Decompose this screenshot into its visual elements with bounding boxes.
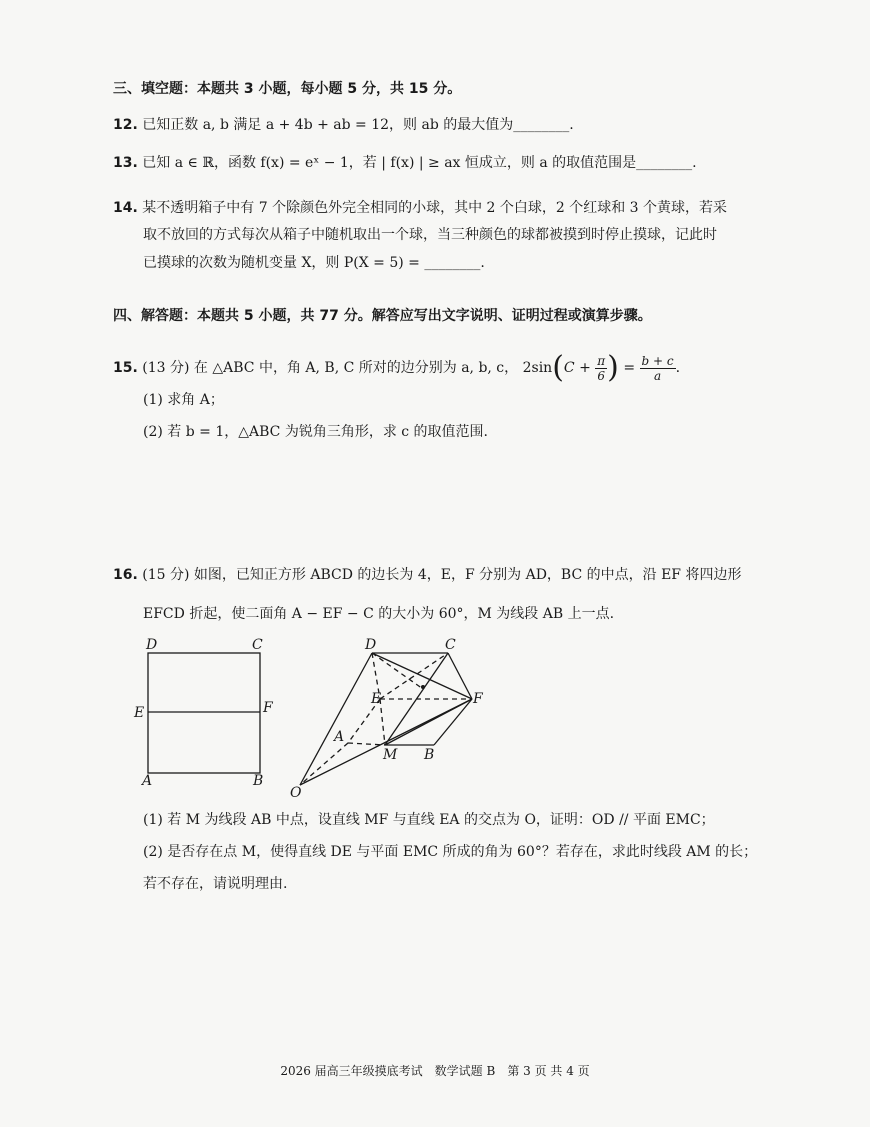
label-b: B <box>253 773 264 789</box>
question-12 <box>113 115 574 135</box>
question-15-part-1: (1) 求角 A； <box>143 392 224 408</box>
question-12-text: 已知正数 a, b 满足 a + 4b + ab = 12，则 ab 的最大值为________. <box>142 117 574 133</box>
edge-fb <box>434 699 472 745</box>
dashed-ec <box>380 653 448 699</box>
question-15-number: 15. <box>113 360 138 376</box>
square-outline <box>148 653 260 773</box>
edge-mf <box>385 699 472 745</box>
dashed-am <box>348 743 385 745</box>
question-16-number: 16. <box>113 567 138 583</box>
label-o: O <box>290 785 302 800</box>
question-15-part-2: (2) 若 b = 1，△ABC 为锐角三角形，求 c 的取值范围. <box>143 424 489 440</box>
formula-paren-right: ) <box>607 350 619 385</box>
label-f: F <box>263 700 273 716</box>
question-16-text-1: (15 分) 如图，已知正方形 ABCD 的边长为 4，E，F 分别为 AD，BC 的中点，沿 EF 将四边形 <box>142 567 742 583</box>
question-15 <box>113 348 680 388</box>
formula-paren-left: ( <box>552 350 564 385</box>
question-13-number: 13. <box>113 155 138 171</box>
formula-c-plus: C + <box>563 360 591 376</box>
question-12-number: 12. <box>113 117 138 133</box>
question-15-intro: (13 分) 在 △ABC 中，角 A, B, C 所对的边分别为 a, b, c， <box>142 360 519 376</box>
question-13 <box>113 153 697 173</box>
label-e: E <box>134 705 145 721</box>
question-16-part-3: 若不存在，请说明理由. <box>143 876 288 892</box>
label-f: F <box>473 691 483 707</box>
question-16-line-2: EFCD 折起，使二面角 A − EF − C 的大小为 60°，M 为线段 AB 上一点. <box>143 606 615 622</box>
edge-of <box>300 699 472 785</box>
label-b: B <box>424 747 435 763</box>
formula-period: . <box>675 360 681 376</box>
question-14-text-1: 某不透明箱子中有 7 个除颜色外完全相同的小球，其中 2 个白球，2 个红球和 3 个黄球，若采 <box>142 200 728 216</box>
label-a: A <box>142 773 153 789</box>
question-16-part-2: (2) 是否存在点 M，使得直线 DE 与平面 EMC 所成的角为 60°？若存在，求此时线段 AM 的长； <box>143 844 758 860</box>
edge-cf <box>448 653 472 699</box>
question-16-part-1: (1) 若 M 为线段 AB 中点，设直线 MF 与直线 EA 的交点为 O，证明：OD // 平面 EMC； <box>143 812 715 828</box>
label-c: C <box>445 637 456 653</box>
intersection-point <box>421 685 425 689</box>
section-4-heading: 四、解答题：本题共 5 小题，共 77 分。解答应写出文字说明、证明过程或演算步骤。 <box>113 308 652 324</box>
figure-square <box>130 630 290 795</box>
section-3-heading: 三、填空题：本题共 3 小题，每小题 5 分，共 15 分。 <box>113 81 462 97</box>
label-m: M <box>383 747 398 763</box>
question-13-text: 已知 a ∈ ℝ，函数 f(x) = eˣ − 1，若 | f(x) | ≥ ax 恒成立，则 a 的取值范围是________. <box>142 155 697 171</box>
label-d: D <box>365 637 377 653</box>
question-14-line-3: 已摸球的次数为随机变量 X，则 P(X = 5) = ________. <box>143 255 485 271</box>
label-a: A <box>334 729 345 745</box>
label-e: E <box>371 691 382 707</box>
dashed-d-to-mid <box>372 653 423 689</box>
formula-2sin: 2sin <box>522 360 553 376</box>
label-d: D <box>146 637 158 653</box>
formula-equals: = <box>623 360 636 376</box>
question-14-line-1 <box>113 198 727 218</box>
formula-pi-over-6: $\frac{\pi}{6}$ <box>597 353 606 383</box>
page-footer: 2026 届高三年级摸底考试 数学试题 B 第 3 页 共 4 页 <box>280 1064 590 1078</box>
edge-do <box>300 653 372 785</box>
label-c: C <box>252 637 263 653</box>
formula-b-plus-c-over-a: $\frac{b + c}{a}$ <box>641 353 674 383</box>
figure-folded-solid <box>285 635 495 800</box>
question-14-line-2: 取不放回的方式每次从箱子中随机取出一个球，当三种颜色的球都被摸到时停止摸球，记此时 <box>143 227 717 243</box>
question-16-line-1 <box>113 565 741 585</box>
question-14-number: 14. <box>113 200 138 216</box>
